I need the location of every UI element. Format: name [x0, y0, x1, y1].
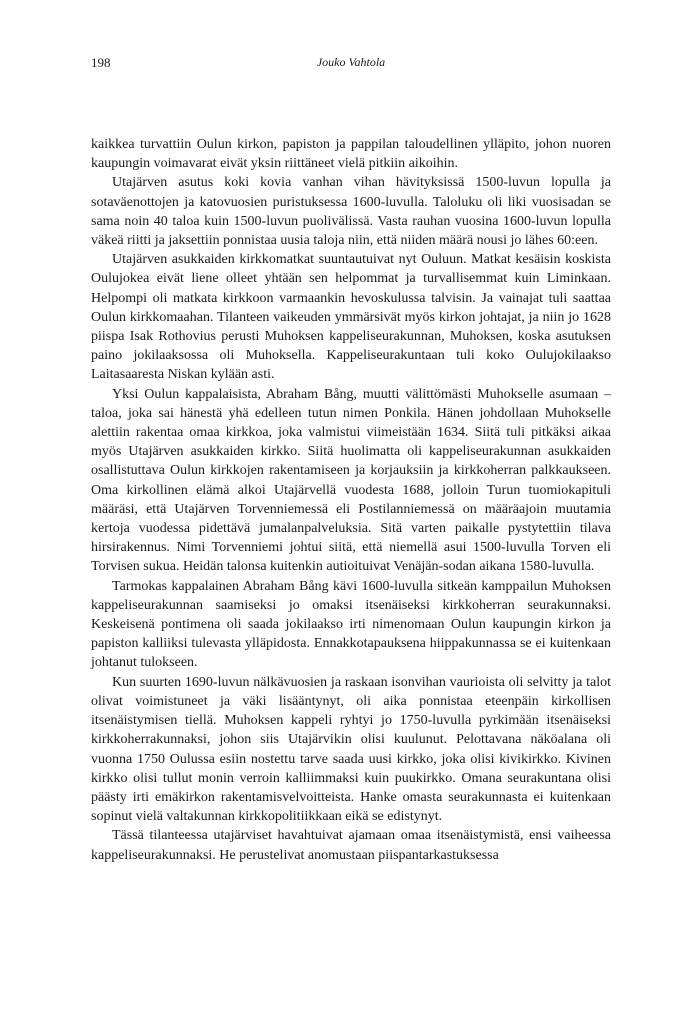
page-number: 198: [91, 55, 111, 70]
paragraph-7: Tässä tilanteessa utajärviset havahtuivat ajamaan omaa itsenäistymistä, ensi vaiheessa kappeliseurakunnaksi. He perustelivat anomustaan piispantarkastuksessa: [91, 828, 611, 863]
running-header: [91, 55, 611, 75]
body-text: [91, 135, 611, 865]
paragraph-3: Utajärven asukkaiden kirkkomatkat suuntautuivat nyt Ouluun. Matkat kesäisin koskista Oulujokea eivät liene olleet yhtään sen helpommat ja turvallisemmat kuin Liminkaan. Helpompi oli matkata kirkkoon varmaankin hevoskulussa talvisin. Ja vainajat tuli saattaa Oulun kirkkomaahan. Tilanteen vaikeuden ymmärsivät myös kirkon johtajat, ja niin jo 1628 piispa Isak Rothovius perusti Muhoksen kappeliseurakunnan, Muhoksen, koska asutuksen paino jokilaaksossa oli Muhoksella. Kappeliseurakuntaan tuli koko Oulujokilaakso Laitasaaresta Niskan kylään asti.: [91, 252, 611, 383]
paragraph-2: Utajärven asutus koki kovia vanhan vihan hävityksissä 1500-luvun lopulla ja sotaväenottojen ja katovuosien puristuksessa 1600-luvulla. Taloluku oli liki vuosisadan se sama noin 40 taloa kuin 1500-luvun puolivälissä. Vasta rauhan vuosina 1600-luvun lopulla väkeä riitti ja jaksettiin ponnistaa uusia taloja niin, että niiden määrä nousi jo lähes 60:een.: [91, 175, 611, 249]
paragraph-6: Kun suurten 1690-luvun nälkävuosien ja raskaan isonvihan vaurioista oli selvitty ja talot olivat voimistuneet ja väki lisääntynyt, oli aika ponnistaa eteenpäin kirkollisen itsenäistymisen tiellä. Muhoksen kappeli ryhtyi jo 1750-luvulla pyrkimään itsenäiseksi kirkkoherrakunnaksi, johon siis Utajärvikin olisi kuulunut. Pelottavana näköalana oli vuonna 1750 Oulussa esiin nostettu tarve saada uusi kirkko, joka olisi kivikirkko. Kivinen kirkko olisi tullut monin verroin kalliimmaksi kuin puukirkko. Omana seurakuntana olisi päästy irti emäkirkon rakentamisvelvoitteista. Hanke omasta seurakunnasta ei kuitenkaan sopinut vielä valtakunnan kirkkopolitiikkaan eikä se edistynyt.: [91, 674, 611, 825]
paragraph-1: kaikkea turvattiin Oulun kirkon, papiston ja pappilan taloudellinen ylläpito, johon nuoren kaupungin voimavarat eivät yksin riittäneet vielä pitkiin aikoihin.: [91, 137, 611, 172]
paragraph-4: Yksi Oulun kappalaisista, Abraham Bång, muutti välittömästi Muhokselle asumaan – taloa, joka sai hänestä yhä edelleen tutun nimen Ponkila. Hänen johdollaan Muhokselle alettiin rakentaa omaa kirkkoa, joka valmistui viimeistään 1634. Siitä tuli pitkäksi aikaa myös Utajärven asukkaiden kirkko. Siitä huolimatta oli kappeliseurakunnan asukkaiden osallistuttava Oulun kirkkojen rakentamiseen ja korjauksiin ja kirkkoherran palkkaukseen. Oma kirkollinen elämä alkoi Utajärvellä vuodesta 1688, jolloin Turun tuomiokapituli määräsi, että Utajärven Torvenniemessä eli Postilanniemessä on määräajoin muutamia kertoja vuodessa pidettävä jumalanpalveluksia. Sitä varten paikalle pystytettiin tilava hirsirakennus. Nimi Torvenniemi johtui siitä, että niemellä asui 1500-luvulla Torven eli Torvisen sukua. Heidän talonsa kuitenkin autioituivat Venäjän-sodan aikana 1580-luvulla.: [91, 386, 611, 575]
running-header-author: Jouko Vahtola: [316, 55, 386, 69]
paragraph-5: Tarmokas kappalainen Abraham Bång kävi 1600-luvulla sitkeän kamppailun Muhoksen kappeliseurakunnan saamiseksi jo omaksi itsenäiseksi kirkkoherran seurakunnaksi. Keskeisenä pontimena oli saada jokilaakso irti nimenomaan Oulun kaupungin kirkon ja papiston kalliiksi tulevasta ylläpidosta. Ennakkotapauksena hiippakunnassa se ei kuitenkaan johtanut tulokseen.: [91, 578, 611, 671]
